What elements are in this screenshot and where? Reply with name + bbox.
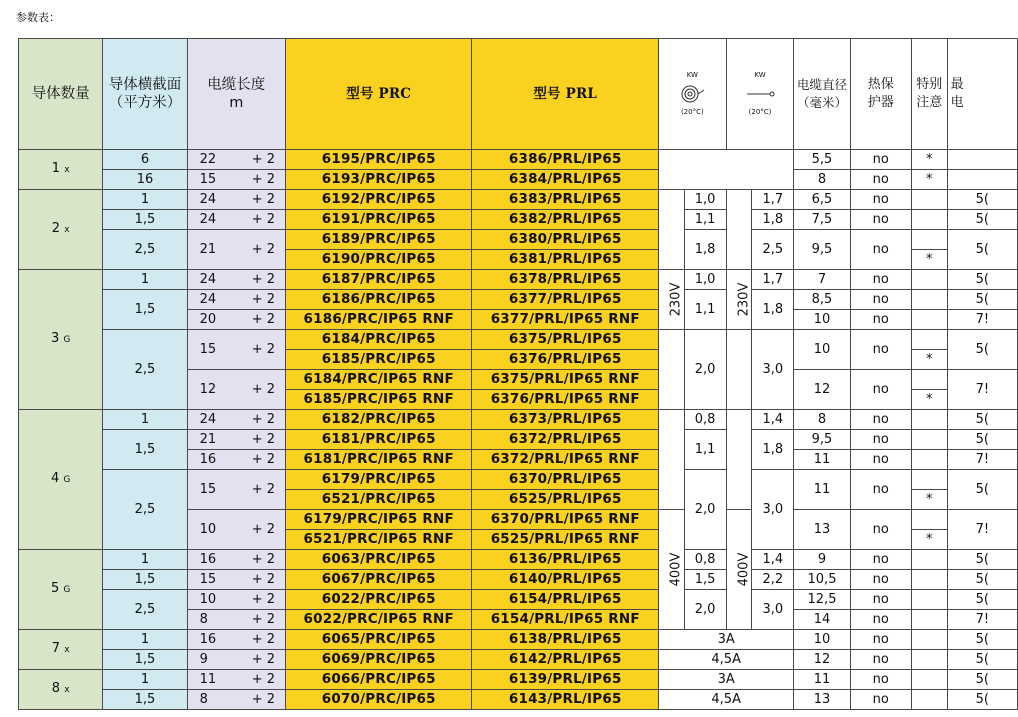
special-cell xyxy=(911,230,947,250)
special-cell: * xyxy=(911,530,947,550)
thermal-cell: no xyxy=(850,450,911,470)
kw-straight-cell: 1,8 xyxy=(752,430,794,470)
thermal-cell: no xyxy=(850,190,911,210)
group-4g: 4 G xyxy=(19,410,103,550)
diameter-cell: 11 xyxy=(794,470,850,510)
model-prc-cell: 6067/PRC/IP65 xyxy=(285,570,472,590)
last-cell: 7! xyxy=(947,310,1017,330)
cross-section-cell: 1,5 xyxy=(103,690,187,710)
diameter-cell: 8 xyxy=(794,170,850,190)
thermal-cell: no xyxy=(850,550,911,570)
cross-section-cell: 1 xyxy=(103,190,187,210)
special-cell xyxy=(911,630,947,650)
cross-section-cell: 1,5 xyxy=(103,430,187,470)
special-cell xyxy=(911,430,947,450)
voltage-230-b: 230V xyxy=(726,270,752,330)
last-cell: 5( xyxy=(947,470,1017,510)
thermal-cell: no xyxy=(850,210,911,230)
length-cell: 24 + 2 xyxy=(187,210,285,230)
kw-coiled-cell: 1,0 xyxy=(684,270,726,290)
model-prc-cell: 6065/PRC/IP65 xyxy=(285,630,472,650)
model-prc-cell: 6182/PRC/IP65 xyxy=(285,410,472,430)
thermal-cell: no xyxy=(850,370,911,410)
parameter-table xyxy=(18,38,1018,710)
model-prl-cell: 6372/PRL/IP65 RNF xyxy=(472,450,659,470)
diameter-cell: 13 xyxy=(794,690,850,710)
special-cell: * xyxy=(911,150,947,170)
model-prl-cell: 6377/PRL/IP65 RNF xyxy=(472,310,659,330)
model-prl-cell: 6136/PRL/IP65 xyxy=(472,550,659,570)
cross-section-cell: 1 xyxy=(103,550,187,570)
header-cross-section: 导体横截面 （平方米） xyxy=(103,39,187,150)
diameter-cell: 8,5 xyxy=(794,290,850,310)
thermal-cell: no xyxy=(850,330,911,370)
model-prc-cell: 6022/PRC/IP65 RNF xyxy=(285,610,472,630)
kw-straight-cell: 1,4 xyxy=(752,410,794,430)
diameter-cell: 9,5 xyxy=(794,430,850,450)
special-cell: * xyxy=(911,250,947,270)
group-1x: 1 x xyxy=(19,150,103,190)
special-cell xyxy=(911,550,947,570)
kw-straight-cell: 1,7 xyxy=(752,270,794,290)
length-cell: 24 + 2 xyxy=(187,270,285,290)
length-cell: 24 + 2 xyxy=(187,190,285,210)
current-cell: 3A xyxy=(658,670,793,690)
last-cell: 5( xyxy=(947,430,1017,450)
length-cell: 9 + 2 xyxy=(187,650,285,670)
table-row xyxy=(19,170,1018,190)
kw-coiled-cell: 1,1 xyxy=(684,210,726,230)
cross-section-cell: 1 xyxy=(103,270,187,290)
special-cell xyxy=(911,330,947,350)
diameter-cell: 5,5 xyxy=(794,150,850,170)
model-prl-cell: 6382/PRL/IP65 xyxy=(472,210,659,230)
model-prc-cell: 6179/PRC/IP65 RNF xyxy=(285,510,472,530)
last-cell: 7! xyxy=(947,450,1017,470)
model-prl-cell: 6376/PRL/IP65 RNF xyxy=(472,390,659,410)
special-cell xyxy=(911,690,947,710)
length-cell: 16 + 2 xyxy=(187,630,285,650)
cross-section-cell: 2,5 xyxy=(103,470,187,550)
model-prl-cell: 6377/PRL/IP65 xyxy=(472,290,659,310)
cross-section-cell: 1 xyxy=(103,410,187,430)
current-cell: 4,5A xyxy=(658,690,793,710)
kw-straight-cell: 1,8 xyxy=(752,290,794,330)
length-cell: 15 + 2 xyxy=(187,330,285,370)
last-cell xyxy=(947,170,1017,190)
voltage-400-b: 400V xyxy=(726,510,752,630)
thermal-cell: no xyxy=(850,510,911,550)
special-cell xyxy=(911,270,947,290)
model-prc-cell: 6185/PRC/IP65 xyxy=(285,350,472,370)
model-prl-cell: 6375/PRL/IP65 xyxy=(472,330,659,350)
last-cell: 5( xyxy=(947,590,1017,610)
model-prl-cell: 6370/PRL/IP65 xyxy=(472,470,659,490)
kw-coiled-cell: 2,0 xyxy=(684,470,726,550)
model-prl-cell: 6154/PRL/IP65 RNF xyxy=(472,610,659,630)
model-prl-cell: 6380/PRL/IP65 xyxy=(472,230,659,250)
table-row xyxy=(19,590,1018,610)
model-prl-cell: 6383/PRL/IP65 xyxy=(472,190,659,210)
cross-section-cell: 1,5 xyxy=(103,570,187,590)
model-prl-cell: 6378/PRL/IP65 xyxy=(472,270,659,290)
thermal-cell: no xyxy=(850,470,911,510)
table-row xyxy=(19,630,1018,650)
table-row xyxy=(19,410,1018,430)
table-row xyxy=(19,330,1018,350)
table-row xyxy=(19,470,1018,490)
kw-coiled-cell: 1,1 xyxy=(684,430,726,470)
model-prc-cell: 6192/PRC/IP65 xyxy=(285,190,472,210)
last-cell: 7! xyxy=(947,370,1017,410)
table-row xyxy=(19,290,1018,310)
last-cell: 5( xyxy=(947,330,1017,370)
length-cell: 10 + 2 xyxy=(187,590,285,610)
kw-straight-cell: 1,7 xyxy=(752,190,794,210)
table-row xyxy=(19,430,1018,450)
length-cell: 8 + 2 xyxy=(187,610,285,630)
diameter-cell: 6,5 xyxy=(794,190,850,210)
cross-section-cell: 2,5 xyxy=(103,330,187,410)
diameter-cell: 10 xyxy=(794,310,850,330)
kw-straight-cell: 3,0 xyxy=(752,470,794,550)
model-prc-cell: 6179/PRC/IP65 xyxy=(285,470,472,490)
group-7x: 7 x xyxy=(19,630,103,670)
special-cell xyxy=(911,310,947,330)
model-prc-cell: 6191/PRC/IP65 xyxy=(285,210,472,230)
cross-section-cell: 2,5 xyxy=(103,230,187,270)
header-model-prl: 型号 PRL xyxy=(472,39,659,150)
special-cell: * xyxy=(911,170,947,190)
model-prc-cell: 6181/PRC/IP65 RNF xyxy=(285,450,472,470)
kw-coiled-cell: 1,1 xyxy=(684,290,726,330)
header-conductors: 导体数量 xyxy=(19,39,103,150)
voltage-400-a: 400V xyxy=(658,510,684,630)
special-cell xyxy=(911,670,947,690)
model-prl-cell: 6139/PRL/IP65 xyxy=(472,670,659,690)
header-thermal: 热保 护器 xyxy=(850,39,911,150)
last-cell: 5( xyxy=(947,270,1017,290)
header-last: 最 电 xyxy=(947,39,1017,150)
length-cell: 22 + 2 xyxy=(187,150,285,170)
group-2x: 2 x xyxy=(19,190,103,270)
current-cell: 3A xyxy=(658,630,793,650)
thermal-cell: no xyxy=(850,270,911,290)
special-cell xyxy=(911,410,947,430)
model-prl-cell: 6143/PRL/IP65 xyxy=(472,690,659,710)
kw-coiled-cell: 1,8 xyxy=(684,230,726,270)
special-cell xyxy=(911,570,947,590)
cross-section-cell: 1,5 xyxy=(103,290,187,330)
last-cell: 5( xyxy=(947,670,1017,690)
kw-straight-cell: 2,2 xyxy=(752,570,794,590)
kw-empty-cell xyxy=(658,150,793,190)
kw-straight-cell: 3,0 xyxy=(752,590,794,630)
cross-section-cell: 1,5 xyxy=(103,650,187,670)
voltage-spacer xyxy=(658,410,684,510)
kw-straight-cell: 1,4 xyxy=(752,550,794,570)
special-cell: * xyxy=(911,490,947,510)
model-prl-cell: 6370/PRL/IP65 RNF xyxy=(472,510,659,530)
table-row xyxy=(19,190,1018,210)
last-cell: 5( xyxy=(947,290,1017,310)
model-prc-cell: 6070/PRC/IP65 xyxy=(285,690,472,710)
model-prl-cell: 6525/PRL/IP65 RNF xyxy=(472,530,659,550)
last-cell: 5( xyxy=(947,570,1017,590)
special-cell xyxy=(911,510,947,530)
thermal-cell: no xyxy=(850,410,911,430)
length-cell: 24 + 2 xyxy=(187,410,285,430)
header-length: 电缆长度 m xyxy=(187,39,285,150)
thermal-cell: no xyxy=(850,430,911,450)
model-prc-cell: 6066/PRC/IP65 xyxy=(285,670,472,690)
cross-section-cell: 16 xyxy=(103,170,187,190)
model-prc-cell: 6190/PRC/IP65 xyxy=(285,250,472,270)
model-prc-cell: 6184/PRC/IP65 xyxy=(285,330,472,350)
last-cell: 5( xyxy=(947,190,1017,210)
kw-straight-cell: 3,0 xyxy=(752,330,794,410)
last-cell: 5( xyxy=(947,410,1017,430)
kw-coiled-cell: 1,5 xyxy=(684,570,726,590)
model-prc-cell: 6521/PRC/IP65 RNF xyxy=(285,530,472,550)
diameter-cell: 9,5 xyxy=(794,230,850,270)
last-cell: 5( xyxy=(947,550,1017,570)
model-prc-cell: 6195/PRC/IP65 xyxy=(285,150,472,170)
table-row xyxy=(19,270,1018,290)
length-cell: 15 + 2 xyxy=(187,170,285,190)
last-cell: 5( xyxy=(947,650,1017,670)
special-cell xyxy=(911,370,947,390)
model-prc-cell: 6185/PRC/IP65 RNF xyxy=(285,390,472,410)
model-prc-cell: 6063/PRC/IP65 xyxy=(285,550,472,570)
length-cell: 15 + 2 xyxy=(187,570,285,590)
group-5g: 5 G xyxy=(19,550,103,630)
diameter-cell: 11 xyxy=(794,670,850,690)
header-kw-coiled: KW (20°C) xyxy=(658,39,726,150)
last-cell: 5( xyxy=(947,630,1017,650)
model-prl-cell: 6142/PRL/IP65 xyxy=(472,650,659,670)
special-cell xyxy=(911,590,947,610)
model-prc-cell: 6186/PRC/IP65 RNF xyxy=(285,310,472,330)
kw-coiled-cell: 0,8 xyxy=(684,550,726,570)
diameter-cell: 10 xyxy=(794,630,850,650)
model-prl-cell: 6384/PRL/IP65 xyxy=(472,170,659,190)
group-3g: 3 G xyxy=(19,270,103,410)
model-prc-cell: 6022/PRC/IP65 xyxy=(285,590,472,610)
model-prl-cell: 6386/PRL/IP65 xyxy=(472,150,659,170)
model-prl-cell: 6140/PRL/IP65 xyxy=(472,570,659,590)
special-cell xyxy=(911,190,947,210)
model-prc-cell: 6187/PRC/IP65 xyxy=(285,270,472,290)
last-cell: 7! xyxy=(947,610,1017,630)
header-model-prc: 型号 PRC xyxy=(285,39,472,150)
special-cell xyxy=(911,470,947,490)
length-cell: 16 + 2 xyxy=(187,450,285,470)
thermal-cell: no xyxy=(850,670,911,690)
last-cell: 5( xyxy=(947,690,1017,710)
voltage-230-a: 230V xyxy=(658,270,684,330)
special-cell xyxy=(911,290,947,310)
voltage-spacer xyxy=(658,330,684,410)
special-cell xyxy=(911,610,947,630)
special-cell: * xyxy=(911,390,947,410)
cross-section-cell: 6 xyxy=(103,150,187,170)
cross-section-cell: 1 xyxy=(103,630,187,650)
diameter-cell: 14 xyxy=(794,610,850,630)
last-cell: 5( xyxy=(947,230,1017,270)
diameter-cell: 10,5 xyxy=(794,570,850,590)
voltage-spacer xyxy=(726,410,752,510)
diameter-cell: 7,5 xyxy=(794,210,850,230)
length-cell: 21 + 2 xyxy=(187,430,285,450)
diameter-cell: 12 xyxy=(794,650,850,670)
diameter-cell: 12 xyxy=(794,370,850,410)
diameter-cell: 11 xyxy=(794,450,850,470)
last-cell: 5( xyxy=(947,210,1017,230)
model-prc-cell: 6184/PRC/IP65 RNF xyxy=(285,370,472,390)
model-prc-cell: 6189/PRC/IP65 xyxy=(285,230,472,250)
kw-coiled-cell: 1,0 xyxy=(684,190,726,210)
model-prc-cell: 6186/PRC/IP65 xyxy=(285,290,472,310)
cross-section-cell: 2,5 xyxy=(103,590,187,630)
header-row xyxy=(19,39,1018,150)
special-cell xyxy=(911,450,947,470)
voltage-spacer xyxy=(726,190,752,270)
thermal-cell: no xyxy=(850,150,911,170)
model-prl-cell: 6376/PRL/IP65 xyxy=(472,350,659,370)
table-row xyxy=(19,690,1018,710)
header-special: 特别 注意 xyxy=(911,39,947,150)
header-diameter: 电缆直径 （毫米） xyxy=(794,39,850,150)
last-cell xyxy=(947,150,1017,170)
special-cell: * xyxy=(911,350,947,370)
thermal-cell: no xyxy=(850,290,911,310)
kw-coiled-cell: 2,0 xyxy=(684,330,726,410)
table-row xyxy=(19,650,1018,670)
model-prc-cell: 6069/PRC/IP65 xyxy=(285,650,472,670)
length-cell: 24 + 2 xyxy=(187,290,285,310)
thermal-cell: no xyxy=(850,570,911,590)
thermal-cell: no xyxy=(850,230,911,270)
length-cell: 8 + 2 xyxy=(187,690,285,710)
model-prl-cell: 6372/PRL/IP65 xyxy=(472,430,659,450)
thermal-cell: no xyxy=(850,610,911,630)
table-row xyxy=(19,210,1018,230)
length-cell: 12 + 2 xyxy=(187,370,285,410)
diameter-cell: 7 xyxy=(794,270,850,290)
length-cell: 15 + 2 xyxy=(187,470,285,510)
table-row xyxy=(19,550,1018,570)
model-prc-cell: 6193/PRC/IP65 xyxy=(285,170,472,190)
model-prl-cell: 6373/PRL/IP65 xyxy=(472,410,659,430)
special-cell xyxy=(911,210,947,230)
kw-coiled-cell: 2,0 xyxy=(684,590,726,630)
table-row xyxy=(19,670,1018,690)
model-prl-cell: 6375/PRL/IP65 RNF xyxy=(472,370,659,390)
model-prc-cell: 6521/PRC/IP65 xyxy=(285,490,472,510)
coiled-cable-icon xyxy=(680,84,704,104)
thermal-cell: no xyxy=(850,310,911,330)
special-cell xyxy=(911,650,947,670)
parameter-table-container xyxy=(18,38,990,707)
length-cell: 11 + 2 xyxy=(187,670,285,690)
kw-straight-cell: 2,5 xyxy=(752,230,794,270)
diameter-cell: 9 xyxy=(794,550,850,570)
length-cell: 10 + 2 xyxy=(187,510,285,550)
table-row xyxy=(19,230,1018,250)
current-cell: 4,5A xyxy=(658,650,793,670)
kw-coiled-cell: 0,8 xyxy=(684,410,726,430)
diameter-cell: 12,5 xyxy=(794,590,850,610)
diameter-cell: 8 xyxy=(794,410,850,430)
thermal-cell: no xyxy=(850,650,911,670)
model-prl-cell: 6381/PRL/IP65 xyxy=(472,250,659,270)
kw-straight-cell: 1,8 xyxy=(752,210,794,230)
thermal-cell: no xyxy=(850,690,911,710)
model-prl-cell: 6138/PRL/IP65 xyxy=(472,630,659,650)
last-cell: 7! xyxy=(947,510,1017,550)
cross-section-cell: 1,5 xyxy=(103,210,187,230)
cross-section-cell: 1 xyxy=(103,670,187,690)
group-8x: 8 x xyxy=(19,670,103,710)
length-cell: 20 + 2 xyxy=(187,310,285,330)
straight-cable-icon xyxy=(745,84,775,104)
diameter-cell: 10 xyxy=(794,330,850,370)
length-cell: 21 + 2 xyxy=(187,230,285,270)
model-prc-cell: 6181/PRC/IP65 xyxy=(285,430,472,450)
diameter-cell: 13 xyxy=(794,510,850,550)
model-prl-cell: 6525/PRL/IP65 xyxy=(472,490,659,510)
thermal-cell: no xyxy=(850,630,911,650)
table-row xyxy=(19,570,1018,590)
thermal-cell: no xyxy=(850,590,911,610)
header-kw-straight: KW (20°C) xyxy=(726,39,794,150)
page-title: 参数表： xyxy=(16,11,60,24)
model-prl-cell: 6154/PRL/IP65 xyxy=(472,590,659,610)
voltage-spacer xyxy=(658,190,684,270)
thermal-cell: no xyxy=(850,170,911,190)
voltage-spacer xyxy=(726,330,752,410)
length-cell: 16 + 2 xyxy=(187,550,285,570)
table-row xyxy=(19,150,1018,170)
